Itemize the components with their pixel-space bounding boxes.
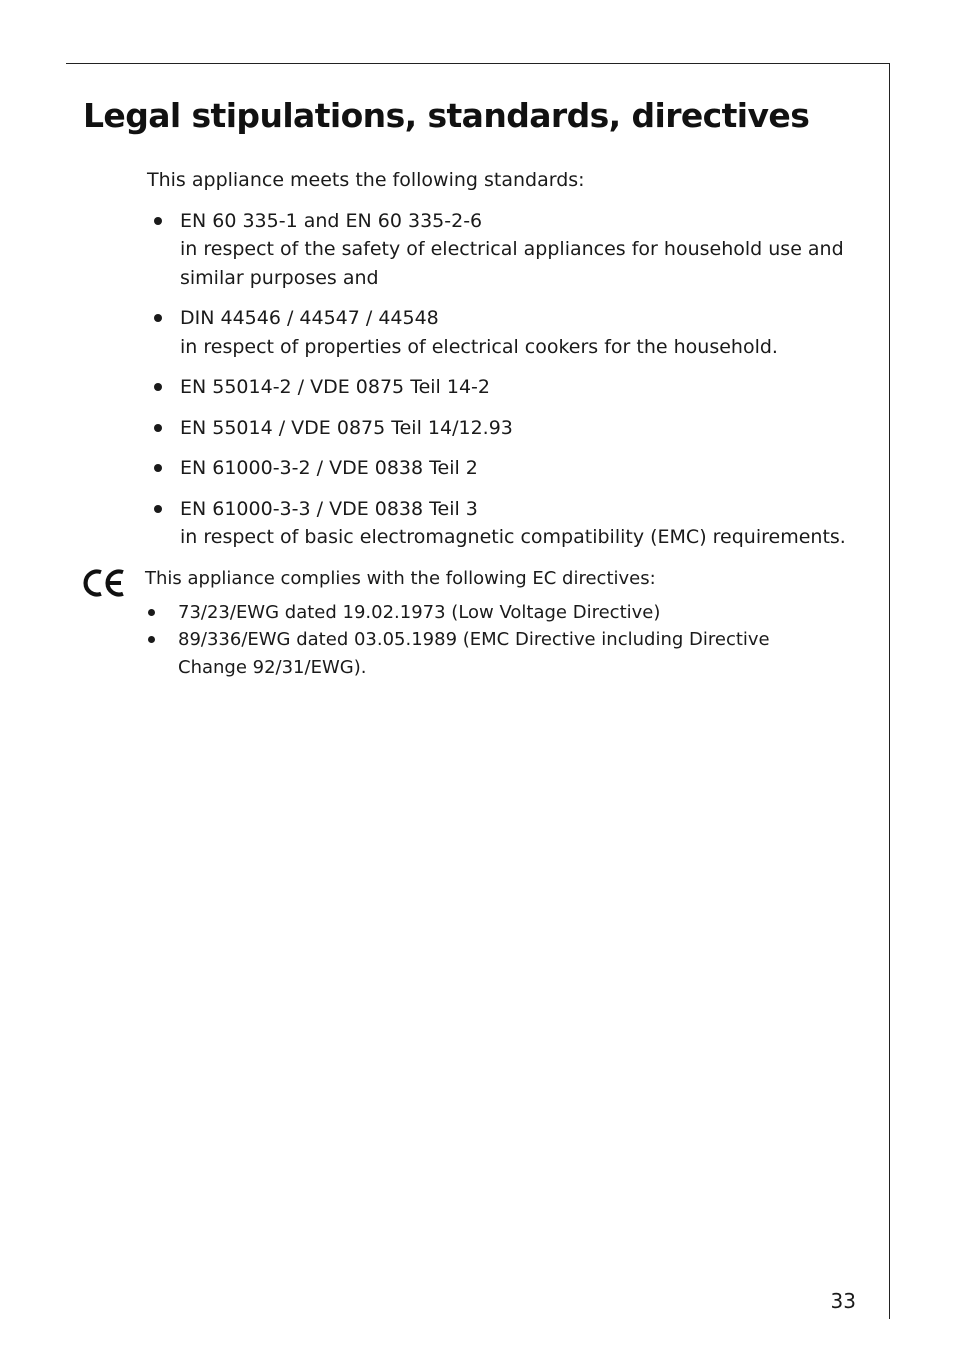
standards-intro: This appliance meets the following standards:: [147, 169, 585, 191]
standard-code: EN 55014-2 / VDE 0875 Teil 14-2: [180, 376, 490, 398]
standard-code: EN 61000-3-2 / VDE 0838 Teil 2: [180, 457, 478, 479]
bullet-icon: [148, 609, 155, 616]
standards-list: [147, 207, 857, 552]
top-rule: [66, 63, 890, 64]
bullet-icon: [148, 636, 155, 643]
ce-mark-icon: [82, 566, 126, 600]
bullet-icon: [154, 383, 162, 391]
standard-item: [147, 373, 857, 402]
directive-item: [145, 599, 805, 627]
directive-text: 73/23/EWG dated 19.02.1973 (Low Voltage Directive): [178, 601, 661, 623]
standard-item: [147, 414, 857, 443]
page-title: Legal stipulations, standards, directives: [83, 96, 810, 135]
standard-code: EN 60 335-1 and EN 60 335-2-6: [180, 209, 483, 232]
bullet-icon: [154, 464, 162, 472]
directives-intro: This appliance complies with the following EC directives:: [145, 568, 656, 589]
standard-code: EN 55014 / VDE 0875 Teil 14/12.93: [180, 416, 513, 439]
standard-description: in respect of properties of electrical cookers for the household.: [180, 335, 778, 358]
bullet-icon: [154, 424, 162, 432]
standard-code: DIN 44546 / 44547 / 44548: [180, 307, 439, 329]
directive-text: 89/336/EWG dated 03.05.1989 (EMC Directive including Directive Change 92/31/EWG).: [178, 629, 770, 678]
directive-item: [145, 626, 805, 681]
standard-description: in respect of the safety of electrical appliances for household use and similar purposes and: [180, 238, 844, 289]
standard-item: [147, 495, 857, 552]
directives-list: [145, 599, 805, 682]
bullet-icon: [154, 217, 162, 225]
standard-item: [147, 304, 857, 361]
directives-section: [145, 565, 805, 681]
standard-code: EN 61000-3-3 / VDE 0838 Teil 3: [180, 497, 478, 520]
standard-item: [147, 454, 857, 483]
bullet-icon: [154, 505, 162, 513]
standards-section: [147, 166, 857, 564]
standard-description: in respect of basic electromagnetic compatibility (EMC) requirements.: [180, 526, 846, 548]
page-number: 33: [830, 1289, 856, 1313]
right-rule: [889, 63, 890, 1319]
standard-item: [147, 207, 857, 293]
bullet-icon: [154, 314, 162, 322]
